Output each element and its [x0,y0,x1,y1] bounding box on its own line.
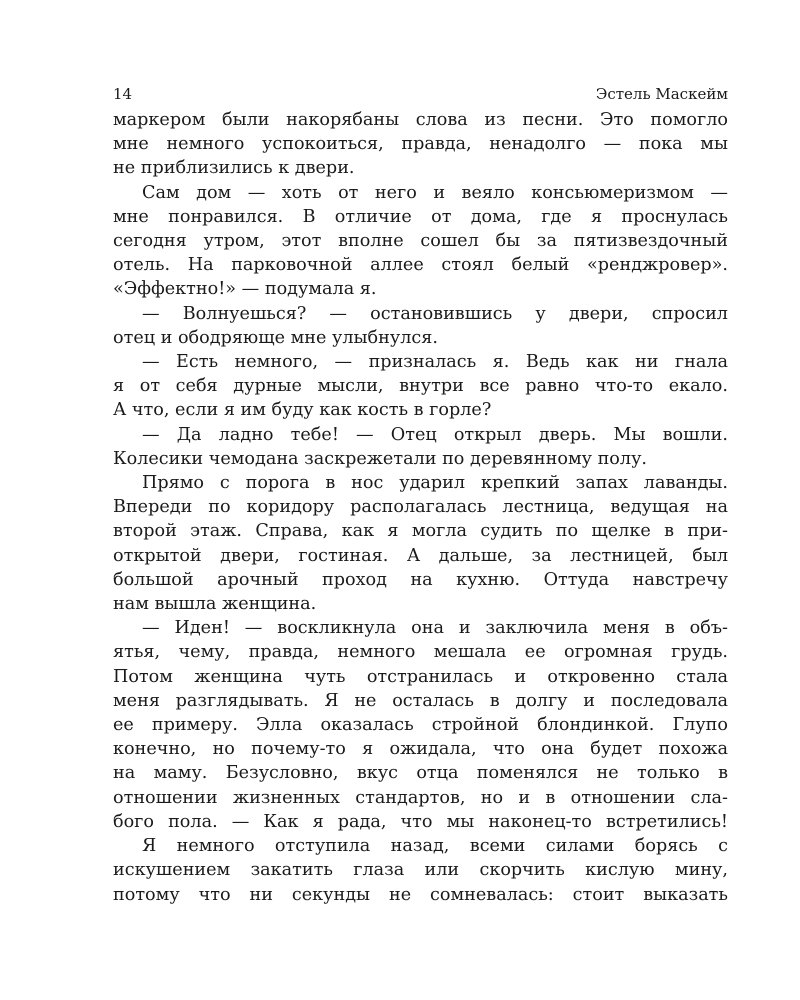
text-line: искушением закатить глаза или скорчить кислую мину, [113,860,728,881]
text-line: ее примеру. Элла оказалась стройной блондинкой. Глупо [113,715,728,736]
text-line: ятья, чему, правда, немного мешала ее огромная грудь. [113,642,728,663]
text-line: большой арочный проход на кухню. Оттуда навстречу [113,569,728,590]
text-line: Колесики чемодана заскрежетали по деревянному полу. [113,448,648,469]
text-line: сегодня утром, этот вполне сошел бы за пятизвездочный [113,231,728,252]
text-line: маркером были накорябаны слова из песни. Это помогло [113,110,728,130]
text-line: — Волнуешься? — остановившись у двери, спросил [142,303,728,324]
text-line: меня разглядывать. Я не осталась в долгу и последовала [113,690,728,711]
text-line: «Эффектно!» — подумала я. [113,279,377,300]
text-line: Я немного отступила назад, всеми силами борясь с [142,836,728,857]
text-line: не приблизились к двери. [113,158,355,179]
text-line: нам вышла женщина. [113,594,317,615]
text-line: конечно, но почему-то я ожидала, что она будет похожа [113,739,728,760]
text-line: второй этаж. Справа, как я могла судить по щелке в при- [113,521,728,542]
text-line: потому что ни секунды не сомневалась: стоит выказать [113,884,728,905]
text-line: отель. На парковочной аллее стоял белый «ренджровер». [113,255,728,276]
text-line: Впереди по коридору располагалась лестница, ведущая на [113,497,728,518]
body-text [113,108,728,907]
book-page [113,84,728,907]
page-number: 14 [113,85,133,103]
text-line: — Да ладно тебе! — Отец открыл дверь. Мы вошли. [142,424,728,445]
text-line: А что, если я им буду как кость в горле? [113,400,492,421]
text-line: — Иден! — воскликнула она и заключила меня в объ- [142,618,728,639]
text-line: мне немного успокоиться, правда, ненадолго — пока мы [113,134,728,155]
running-header [113,84,728,108]
text-line: открытой двери, гостиная. А дальше, за лестницей, был [113,545,728,566]
text-line: мне понравился. В отличие от дома, где я проснулась [113,206,728,227]
text-line: Потом женщина чуть отстранилась и откровенно стала [113,666,728,687]
text-line: я от себя дурные мысли, внутри все равно что-то екало. [113,376,728,397]
text-line: бого пола. — Как я рада, что мы наконец-то встретились! [113,811,728,832]
text-line: Сам дом — хоть от него и веяло консьюмеризмом — [142,182,728,203]
text-line: отношении жизненных стандартов, но и в отношении сла- [113,787,728,808]
text-line: на маму. Безусловно, вкус отца поменялся не только в [113,763,728,784]
text-line: — Есть немного, — призналась я. Ведь как ни гнала [142,352,728,373]
text-line: отец и ободряюще мне улыбнулся. [113,327,438,348]
running-author: Эстель Маскейм [595,85,728,103]
text-line: Прямо с порога в нос ударил крепкий запах лаванды. [142,473,728,494]
